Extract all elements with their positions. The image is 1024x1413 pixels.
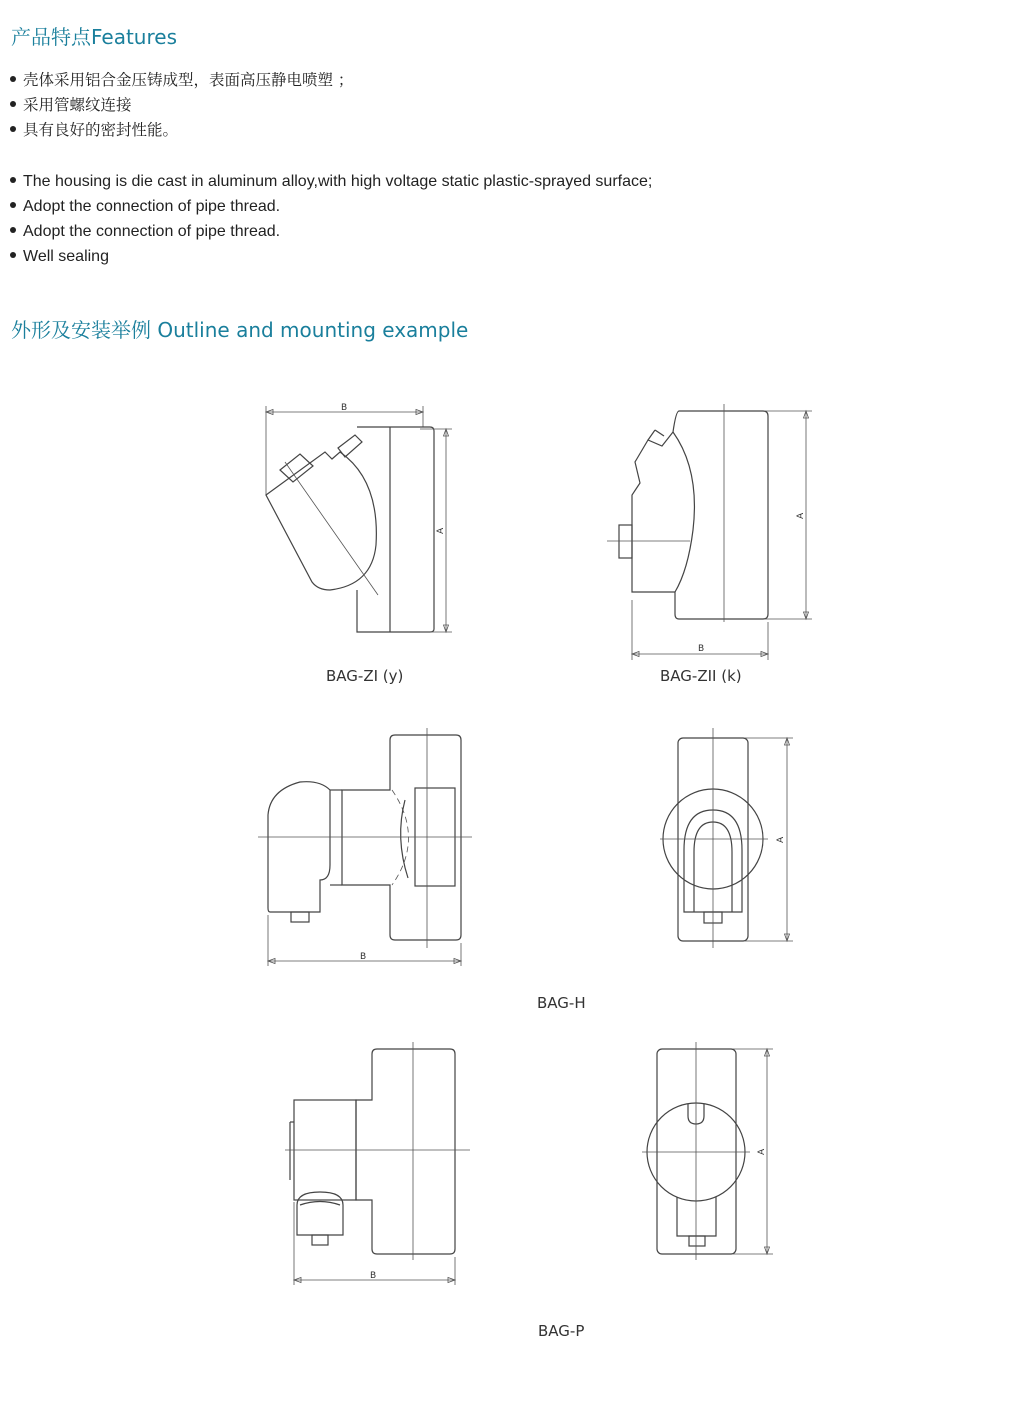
caption-bag-zii: BAG-ZII (k) [660, 667, 742, 685]
features-en-list [10, 169, 652, 269]
dim-a-label: A [757, 1148, 767, 1155]
drawing-bag-p-side [280, 1040, 475, 1290]
outline-heading: 外形及安装举例 Outline and mounting example [11, 318, 469, 342]
list-item: The housing is die cast in aluminum alloy,with high voltage static plastic-sprayed surface; [10, 169, 652, 194]
caption-bag-h: BAG-H [537, 994, 586, 1012]
caption-bag-zi: BAG-ZI (y) [326, 667, 404, 685]
bullet-icon [10, 227, 16, 233]
list-item: Adopt the connection of pipe thread. [10, 194, 652, 219]
bullet-icon [10, 126, 16, 132]
list-item: 壳体采用铝合金压铸成型，表面高压静电喷塑 ； [10, 68, 353, 93]
list-item: Adopt the connection of pipe thread. [10, 219, 652, 244]
dim-b-label: B [370, 1271, 377, 1281]
dim-b-label: B [341, 403, 348, 413]
bullet-icon [10, 202, 16, 208]
dim-b-label: B [360, 952, 367, 962]
list-item: Well sealing [10, 244, 652, 269]
drawing-bag-zi [250, 395, 460, 645]
drawing-bag-h-front [655, 725, 805, 950]
dim-b-label: B [698, 644, 705, 654]
list-item: 采用管螺纹连接 [10, 93, 353, 118]
bullet-icon [10, 76, 16, 82]
bullet-icon [10, 252, 16, 258]
drawing-bag-h-side [255, 725, 475, 970]
dim-a-label: A [436, 527, 446, 534]
bullet-icon [10, 101, 16, 107]
dim-a-label: A [776, 836, 786, 843]
features-zh-list [10, 68, 353, 143]
drawing-bag-zii [600, 400, 820, 660]
list-item: 具有良好的密封性能。 [10, 118, 353, 143]
dim-a-label: A [796, 512, 806, 519]
features-heading: 产品特点Features [11, 25, 177, 49]
drawing-bag-p-front [640, 1040, 790, 1265]
bullet-icon [10, 177, 16, 183]
caption-bag-p: BAG-P [538, 1322, 585, 1340]
